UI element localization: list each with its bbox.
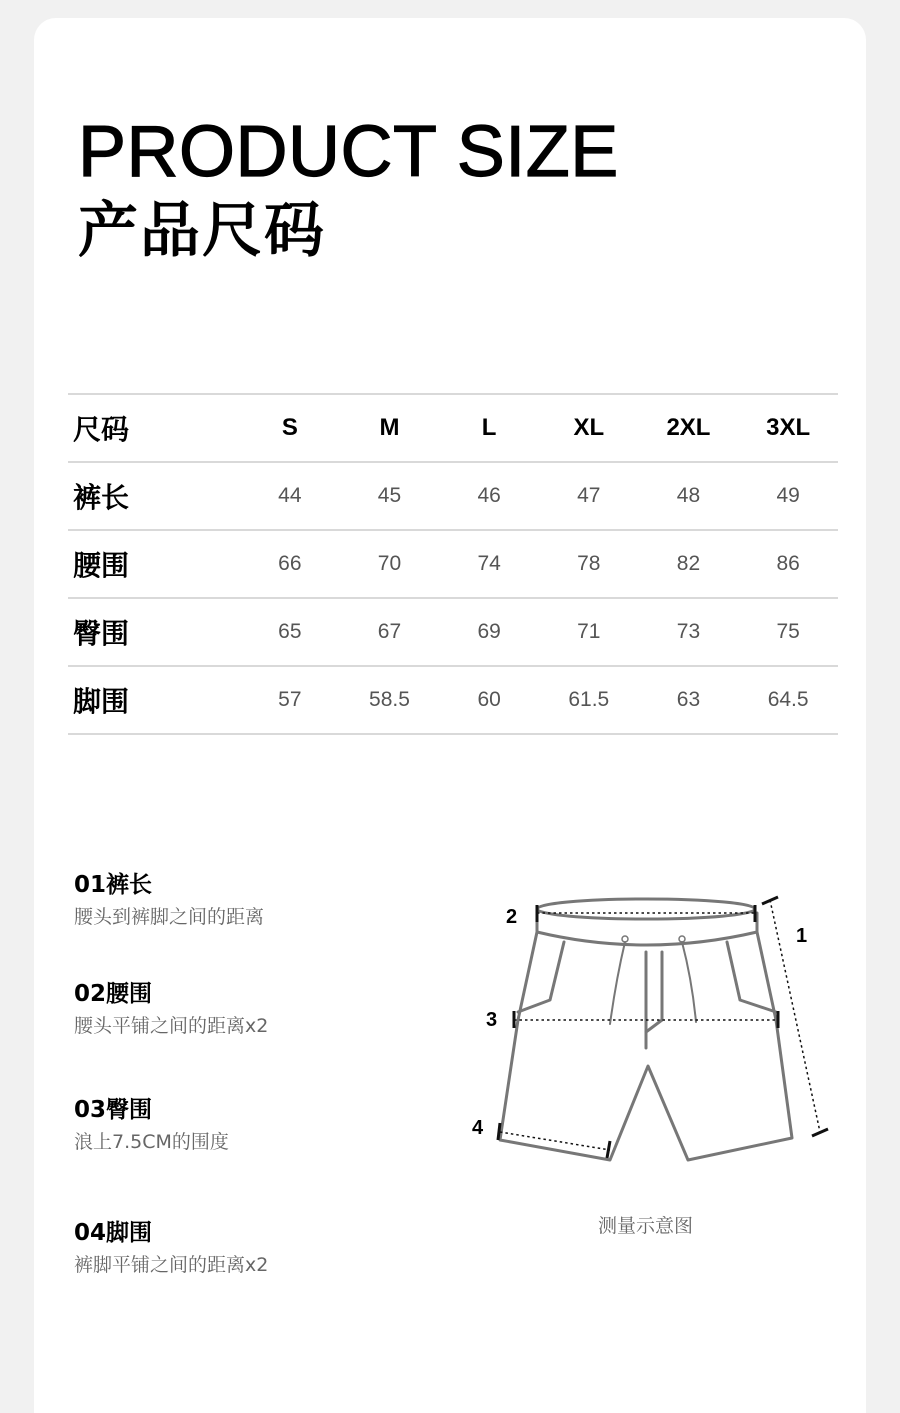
label-3: 3 [486,1009,498,1031]
definition-leg-opening [74,1218,268,1279]
page-title-en: PRODUCT SIZE [78,112,619,192]
table-cell: 45 [377,484,402,507]
drawstring-left [610,942,625,1024]
right-pocket [727,942,776,1012]
table-row [68,598,838,666]
row-label: 腰围 [73,549,130,582]
definition-desc: 腰头平铺之间的距离x2 [74,1015,269,1037]
table-cell: 48 [676,484,701,507]
table-cell: 46 [477,484,501,507]
diagram-caption: 测量示意图 [598,1215,694,1237]
definition-hip [74,1095,229,1156]
drawstring-right [682,942,696,1022]
table-cell: 73 [676,620,701,643]
table-cell: 71 [577,620,601,643]
waistband-bottom [537,932,757,945]
table-cell: 49 [776,484,800,507]
definition-desc: 腰头到裤脚之间的距离 [74,906,265,928]
definition-title: 03臀围 [74,1097,153,1123]
row-label: 裤长 [73,481,130,514]
size-table [68,393,838,735]
size-m: M [379,414,400,441]
size-xl: XL [573,414,605,441]
table-cell: 65 [278,620,302,643]
table-cell: 67 [377,620,402,643]
table-cell: 86 [776,552,800,575]
definition-title: 01裤长 [74,872,153,898]
table-cell: 58.5 [369,688,410,711]
table-header-row [68,394,838,462]
label-4: 4 [472,1117,484,1139]
size-l: L [481,414,497,441]
shorts-outline-illustration [460,880,860,1180]
table-cell: 47 [577,484,601,507]
waistband-top [537,899,755,919]
left-pocket [518,942,564,1012]
table-cell: 64.5 [767,688,809,711]
table-row [68,530,838,598]
table-cell: 75 [776,620,800,643]
table-row [68,462,838,530]
row-label: 脚围 [73,685,130,718]
definition-title: 02腰围 [74,981,153,1007]
definition-desc: 浪上7.5CM的围度 [74,1131,229,1153]
table-cell: 69 [477,620,501,643]
table-cell: 78 [577,552,601,575]
table-cell: 60 [477,688,501,711]
size-s: S [281,414,298,441]
definition-desc: 裤脚平铺之间的距离x2 [74,1254,269,1276]
table-cell: 57 [278,688,302,711]
header-label: 尺码 [73,413,130,446]
shorts-diagram [460,880,860,1180]
table-cell: 63 [676,688,701,711]
table-cell: 66 [278,552,302,575]
definition-waist [74,979,268,1040]
fly-line [646,952,662,1048]
table-cell: 74 [477,552,501,575]
label-2: 2 [506,906,518,928]
size-3xl: 3XL [766,414,811,441]
label-1: 1 [796,925,808,947]
definition-title: 04脚围 [74,1220,153,1246]
definition-length [74,870,264,931]
table-cell: 82 [676,552,701,575]
table-row [68,666,838,734]
table-cell: 61.5 [568,688,610,711]
size-2xl: 2XL [666,414,711,441]
table-cell: 44 [278,484,302,507]
page-title-cn: 产品尺码 [78,196,326,266]
row-label: 臀围 [73,617,130,650]
measure-line-4 [500,1132,610,1150]
table-cell: 70 [377,552,402,575]
